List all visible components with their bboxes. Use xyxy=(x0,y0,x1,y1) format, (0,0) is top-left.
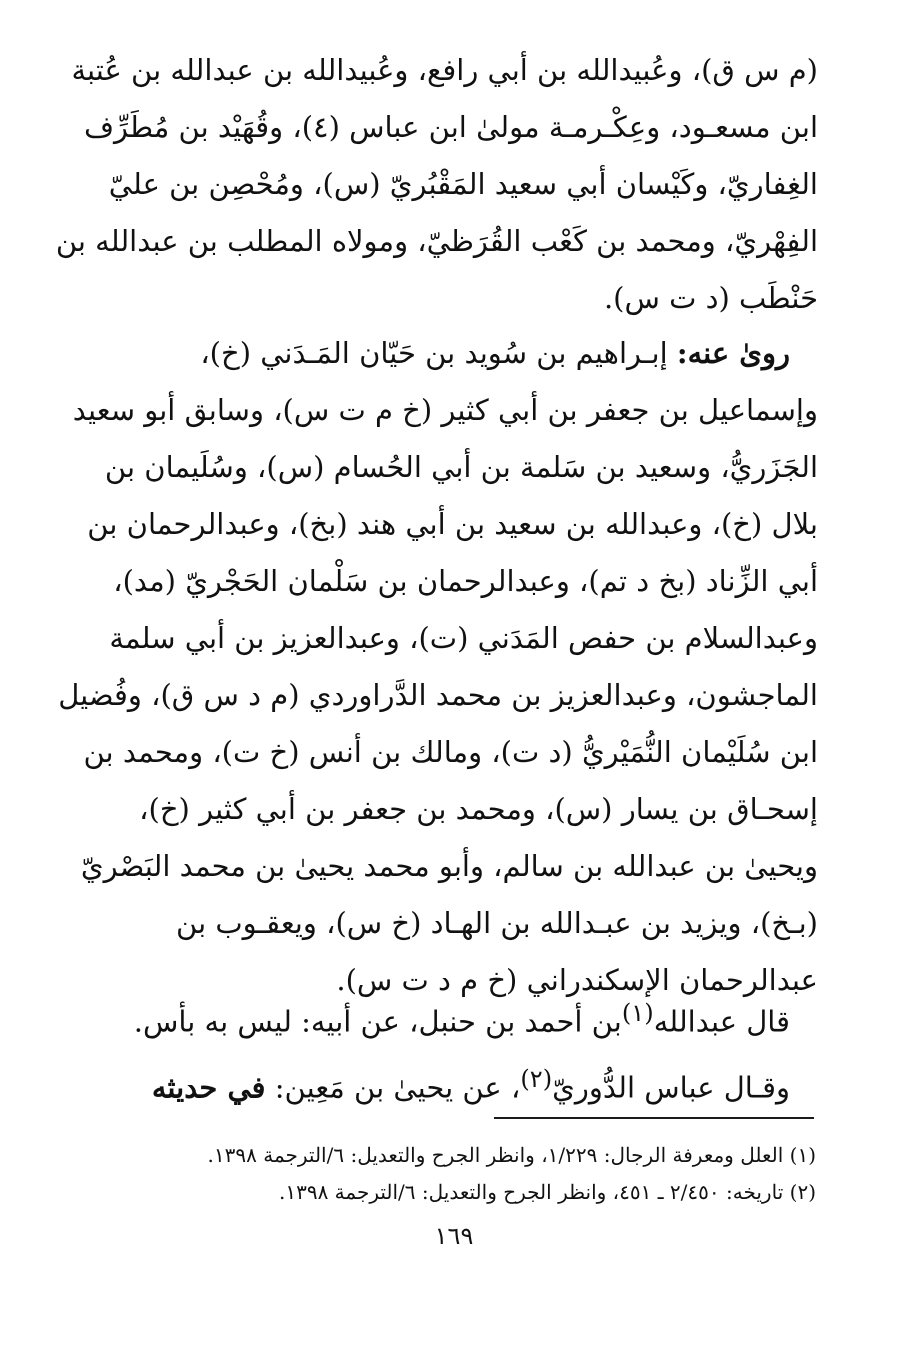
teachers-paragraph xyxy=(55,42,818,327)
footnote-separator xyxy=(494,1117,814,1119)
saying-2-bold-text: في حديثه xyxy=(151,1070,266,1105)
narrators-line-7: الماجشون، وعبدالعزيز بن محمد الدَّراوردي (م د س ق)، وفُضيل xyxy=(58,678,818,712)
saying-2-after-note: ، عن يحيىٰ بن مَعِين: xyxy=(265,1070,521,1105)
page-number: ١٦٩ xyxy=(434,1222,474,1250)
sayings-paragraph xyxy=(93,985,818,1116)
teachers-line-4: الفِهْريّ، ومحمد بن كَعْب القُرَظيّ، ومولاه المطلب بن عبدالله بن xyxy=(55,224,818,258)
footnote-1-text: العلل ومعرفة الرجال: ١/٢٢٩، وانظر الجرح والتعديل: ٦/الترجمة ١٣٩٨. xyxy=(207,1143,790,1167)
narrators-line-5: أبي الزِّناد (بخ د تم)، وعبدالرحمان بن سَلْمان الحَجْريّ (مد)، xyxy=(113,564,818,598)
narrators-line-4: بلال (خ)، وعبدالله بن سعيد بن أبي هند (بخ)، وعبدالرحمان بن xyxy=(87,507,818,541)
saying-2-before-note: وقـال عباس الدُّوريّ xyxy=(552,1070,790,1105)
teachers-line-1: (م س ق)، وعُبيدالله بن أبي رافع، وعُبيدالله بن عبدالله بن عُتبة xyxy=(71,53,818,87)
narrators-paragraph xyxy=(58,325,818,1009)
footnote-mark-1: (١) xyxy=(621,999,654,1027)
narrators-line-8: ابن سُلَيْمان النُّمَيْريُّ (د ت)، ومالك بن أنس (خ ت)، ومحمد بن xyxy=(83,735,818,769)
footnote-1-number: (١) xyxy=(789,1143,816,1167)
footnotes xyxy=(96,1137,816,1211)
narrators-label: روىٰ عنه: xyxy=(676,336,790,370)
narrators-line-10: ويحيىٰ بن عبدالله بن سالم، وأبو محمد يحيىٰ بن محمد البَصْريّ xyxy=(80,849,818,883)
narrators-line-12: عبدالرحمان الإسكندراني (خ م د ت س). xyxy=(336,963,818,997)
saying-1-before-note: قال عبدالله xyxy=(653,1004,790,1039)
footnote-1 xyxy=(96,1137,816,1174)
saying-1-after-note: بن أحمد بن حنبل، عن أبيه: ليس به بأس. xyxy=(133,1004,622,1039)
saying-line-2 xyxy=(93,1051,818,1117)
narrators-line-11: (بـخ)، ويزيد بن عبـدالله بن الهـاد (خ س)، ويعقـوب بن xyxy=(176,906,818,940)
footnote-2 xyxy=(96,1174,816,1211)
saying-line-1 xyxy=(93,985,818,1051)
footnote-2-number: (٢) xyxy=(789,1180,816,1204)
narrators-line-3: الجَزَريُّ، وسعيد بن سَلمة بن أبي الحُسام (س)، وسُلَيمان بن xyxy=(104,450,818,484)
narrators-line-2: وإسماعيل بن جعفر بن أبي كثير (خ م ت س)، وسابق أبو سعيد xyxy=(72,393,818,427)
narrators-line-1 xyxy=(93,325,818,382)
teachers-line-2: ابن مسعـود، وعِكْـرمـة مولىٰ ابن عباس (٤)، وقُهَيْد بن مُطَرِّف xyxy=(83,110,818,144)
footnote-mark-2: (٢) xyxy=(520,1064,553,1093)
footnote-2-text: تاريخه: ٢/٤٥٠ ـ ٤٥١، وانظر الجرح والتعديل: ٦/الترجمة ١٣٩٨. xyxy=(279,1180,790,1204)
narrators-line-1-text: إبـراهيم بن سُويد بن حَيّان المَـدَني (خ)، xyxy=(200,336,677,370)
narrators-line-9: إسحـاق بن يسار (س)، ومحمد بن جعفر بن أبي كثير (خ)، xyxy=(139,792,818,826)
narrators-line-6: وعبدالسلام بن حفص المَدَني (ت)، وعبدالعزيز بن أبي سلمة xyxy=(109,621,818,655)
teachers-line-5: حَنْطَب (د ت س). xyxy=(603,281,818,315)
teachers-line-3: الغِفاريّ، وكَيْسان أبي سعيد المَقْبُريّ (س)، ومُحْصِن بن عليّ xyxy=(108,167,818,201)
